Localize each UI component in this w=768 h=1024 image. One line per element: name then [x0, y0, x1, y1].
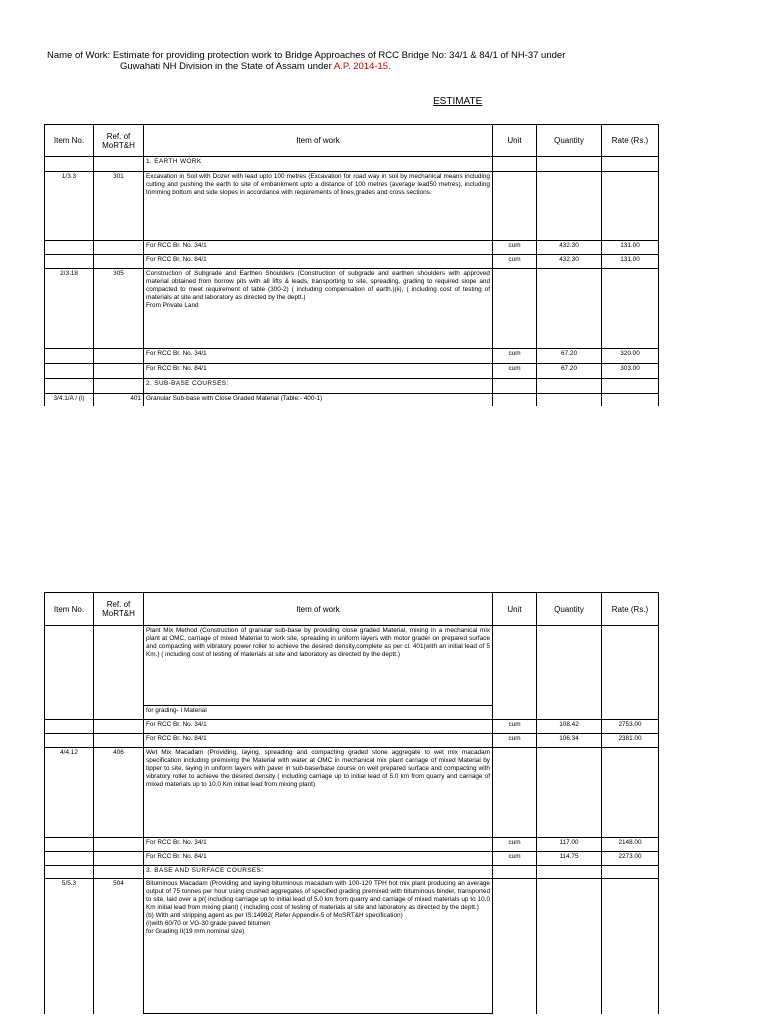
- unit: cum: [493, 734, 537, 748]
- unit: cum: [493, 852, 537, 866]
- bridge-label: For RCC Br. No. 84/1: [144, 852, 493, 866]
- col-rate: Rate (Rs.): [602, 125, 659, 157]
- bridge-label: For RCC Br. No. 84/1: [144, 364, 493, 379]
- quantity: 106.34: [537, 734, 602, 748]
- quantity: 432.30: [537, 241, 602, 255]
- unit: cum: [493, 241, 537, 255]
- quantity: 117.00: [537, 838, 602, 852]
- bridge-label: For RCC Br. No. 34/1: [144, 349, 493, 364]
- table-row: [45, 879, 659, 1014]
- name-of-work-line2: [47, 61, 737, 72]
- col-rate: Rate (Rs.): [602, 593, 659, 626]
- rate: 131.00: [602, 255, 659, 269]
- table-row: [45, 720, 659, 734]
- col-item-of-work: Item of work: [144, 593, 493, 626]
- table-row: [45, 349, 659, 364]
- table-row: [45, 838, 659, 852]
- item-no: 2/3.18: [45, 269, 94, 349]
- col-quantity: Quantity: [537, 125, 602, 157]
- table-row: [45, 255, 659, 269]
- item-description: Construction of Subgrade and Earthen Shoulders (Construction of subgrade and earthen shoulders with approved material obtained from borrow pits with all lifts & leads, transporting to site, spreading, grading to required slope and compacted to meet requirement of table (300-2) ( including compensation of earth.)(ii), ( including cost of testing of materials at site and laboratory as directed by the deptt.): [146, 270, 490, 301]
- unit: cum: [493, 838, 537, 852]
- table-header-row: [45, 593, 659, 626]
- item-description: Bituminous Macadam (Providing and laying bituminous macadam with 100-120 TPH hot mix plant producing an average output of 75 tonnes per hour using crushed aggregates of specified grading premixed with bituminous binder, transported to site, laid over a pr( including carriage up to initial lead of 5.0 km from quarry and carriage of mixed materials up to 10.0 Km initial lead from mixing plant) ( including cost of testing of materials at site and laboratory as directed by the deptt.): [146, 880, 490, 911]
- bridge-label: For RCC Br. No. 84/1: [144, 734, 493, 748]
- annual-plan-highlight: A.P. 2014-15.: [333, 61, 391, 72]
- item-no: 5/5.3: [45, 879, 94, 1014]
- ref-no: 406: [94, 748, 144, 838]
- rate: 2148.00: [602, 838, 659, 852]
- ref-no: 401: [94, 394, 144, 406]
- unit: cum: [493, 720, 537, 734]
- col-unit: Unit: [493, 125, 537, 157]
- quantity: 108.42: [537, 720, 602, 734]
- quantity: 67.20: [537, 364, 602, 379]
- estimate-heading: ESTIMATE: [433, 96, 483, 107]
- table-row: [45, 394, 659, 406]
- section-row: [45, 379, 659, 394]
- section-base-surface: 3. BASE AND SURFACE COURSES:: [144, 866, 493, 879]
- item-description: Excavation in Soil with Dozer with lead upto 100 metres (Excavation for road way in soil by mechanical means including cutting and pushing the earth to site of embankment upto a distance of 100 metres (average lead50 metres), including trimming bottom and side slopes in accordance with requirements of lines,grades and cross sections.: [144, 172, 493, 241]
- name-of-work-line2-text: Guwahati NH Division in the State of Assam under: [120, 61, 334, 72]
- col-quantity: Quantity: [537, 593, 602, 626]
- table-header-row: [45, 125, 659, 157]
- grading-label: for grading- I Material: [144, 706, 493, 720]
- table-row: [45, 172, 659, 241]
- section-row: [45, 157, 659, 172]
- rate: 2381.00: [602, 734, 659, 748]
- section-earth-work: 1. EARTH WORK: [144, 157, 493, 172]
- rate: 2753.00: [602, 720, 659, 734]
- item-no: 4/4.12: [45, 748, 94, 838]
- section-row: [45, 866, 659, 879]
- ref-no: 301: [94, 172, 144, 241]
- rate: 2273.00: [602, 852, 659, 866]
- item-description: Granular Sub-base with Close Graded Material (Table:- 400-1): [144, 394, 493, 406]
- item-description-cell: [144, 269, 493, 349]
- col-ref: Ref. of MoRT&H: [94, 593, 144, 626]
- item-description-extra: From Private Land: [146, 302, 199, 309]
- table-row: [45, 706, 659, 720]
- item-sub-i: (i)with 60/70 or VG-30 grade paved bitumen: [146, 920, 271, 927]
- table-row: [45, 748, 659, 838]
- unit: cum: [493, 255, 537, 269]
- table-row: [45, 852, 659, 866]
- name-of-work-line1: Name of Work: Estimate for providing protection work to Bridge Approaches of RCC Bridge No: 34/1 & 84/1 of NH-37 under: [47, 50, 566, 61]
- item-sub-b: (b) With anti stripping agent as per IS:14982( Refer Appendix-5 of MoSRT&H specification): [146, 912, 403, 919]
- col-ref: Ref. of MoRT&H: [94, 125, 144, 157]
- col-item-no: Item No.: [45, 125, 94, 157]
- table-row: [45, 734, 659, 748]
- col-item-no: Item No.: [45, 593, 94, 626]
- bridge-label: For RCC Br. No. 34/1: [144, 720, 493, 734]
- ref-no: 305: [94, 269, 144, 349]
- item-description-cell: [144, 879, 493, 1014]
- table-row: [45, 626, 659, 706]
- section-sub-base: 2. SUB-BASE COURSES:: [144, 379, 493, 394]
- ref-no: 504: [94, 879, 144, 1014]
- rate: 320.00: [602, 349, 659, 364]
- item-description: Plant Mix Method (Construction of granular sub-base by providing close graded Material, mixing in a mechanical mix plant at OMC, carriage of mixed Material to work site, spreading in uniform layers with motor grader on prepared surface and compacting with vibratory power roller to achieve the desired density,complete as per cl. 401(with an initial lead of 5 Km.) ( including cost of testing of materials at site and laboratory as directed by the deptt.): [144, 626, 493, 706]
- rate: 131.00: [602, 241, 659, 255]
- table-row: [45, 364, 659, 379]
- item-sub-grading: for Grading II(19 mm nominal size): [146, 928, 245, 935]
- item-no: 3/4.1/A / (i): [45, 394, 94, 406]
- unit: cum: [493, 364, 537, 379]
- table-row: [45, 241, 659, 255]
- quantity: 67.20: [537, 349, 602, 364]
- col-item-of-work: Item of work: [144, 125, 493, 157]
- estimate-table-1: [44, 124, 659, 406]
- estimate-table-2: [44, 592, 659, 1014]
- item-description: Wet Mix Macadam (Providing, laying, spreading and compacting graded stone aggregate to wet mix macadam specification including premixing the Material with water at OMC in mechanical mix plant carriage of mixed Material by tipper to site, laying in uniform layers with paver in sub-base/base course on well prepared surface and compacting with vibratory roller to achieve the desired density ( including carriage up to initial lead of 5.0 km from quarry and carriage of mixed materials up to 10.0 Km initial lead from mixing plant): [144, 748, 493, 838]
- bridge-label: For RCC Br. No. 84/1: [144, 255, 493, 269]
- col-unit: Unit: [493, 593, 537, 626]
- unit: cum: [493, 349, 537, 364]
- quantity: 114.75: [537, 852, 602, 866]
- bridge-label: For RCC Br. No. 34/1: [144, 241, 493, 255]
- item-no: 1/3.3: [45, 172, 94, 241]
- quantity: 432.30: [537, 255, 602, 269]
- rate: 303.00: [602, 364, 659, 379]
- name-of-work: [47, 50, 737, 72]
- bridge-label: For RCC Br. No. 34/1: [144, 838, 493, 852]
- table-row: [45, 269, 659, 349]
